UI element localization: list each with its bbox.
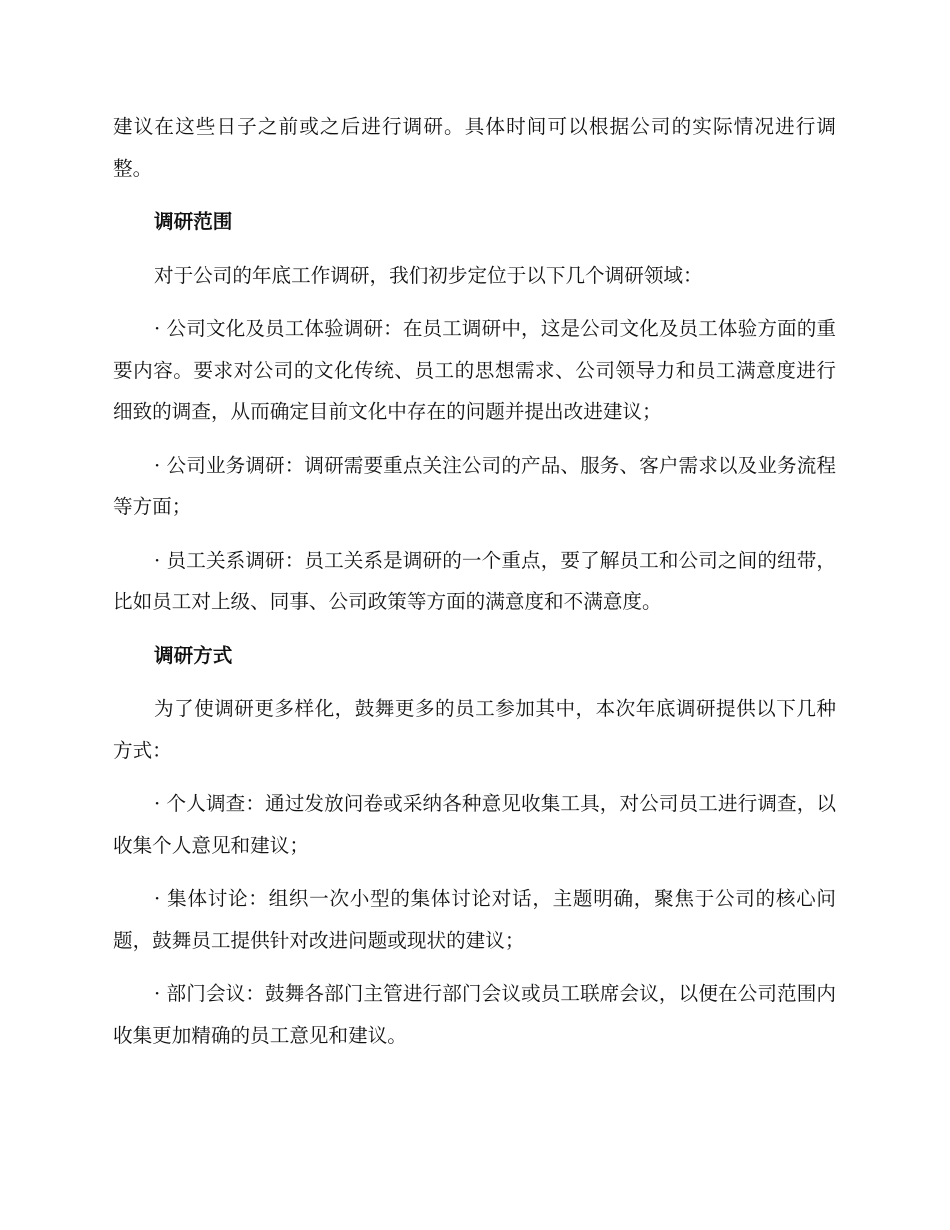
- list-item-individual-survey: · 个人调查：通过发放问卷或采纳各种意见收集工具，对公司员工进行调查，以收集个人意见和建议；: [113, 792, 836, 857]
- list-item-relations-survey: · 员工关系调研：员工关系是调研的一个重点，要了解员工和公司之间的纽带，比如员工对上级、同事、公司政策等方面的满意度和不满意度。: [113, 548, 836, 613]
- list-item-culture-survey: · 公司文化及员工体验调研：在员工调研中，这是公司文化及员工体验方面的重要内容。要求对公司的文化传统、员工的思想需求、公司领导力和员工满意度进行细致的调查，从而确定目前文化中存在的问题并提出改进建议；: [113, 317, 836, 423]
- list-item-department-meeting: · 部门会议：鼓舞各部门主管进行部门会议或员工联席会议，以便在公司范围内收集更加精确的员工意见和建议。: [113, 982, 836, 1047]
- paragraph-methods-intro: 为了使调研更多样化，鼓舞更多的员工参加其中，本次年底调研提供以下几种方式：: [113, 697, 836, 762]
- paragraph-schedule-note: 建议在这些日子之前或之后进行调研。具体时间可以根据公司的实际情况进行调整。: [113, 115, 836, 180]
- heading-survey-scope: 调研范围: [154, 210, 233, 233]
- list-item-business-survey: · 公司业务调研：调研需要重点关注公司的产品、服务、客户需求以及业务流程等方面；: [113, 453, 836, 518]
- paragraph-scope-intro: 对于公司的年底工作调研，我们初步定位于以下几个调研领域：: [154, 263, 703, 287]
- document-page: [113, 106, 836, 1056]
- list-item-group-discussion: · 集体讨论：组织一次小型的集体讨论对话，主题明确，聚焦于公司的核心问题，鼓舞员工提供针对改进问题或现状的建议；: [113, 887, 836, 952]
- heading-survey-methods: 调研方式: [154, 643, 233, 667]
